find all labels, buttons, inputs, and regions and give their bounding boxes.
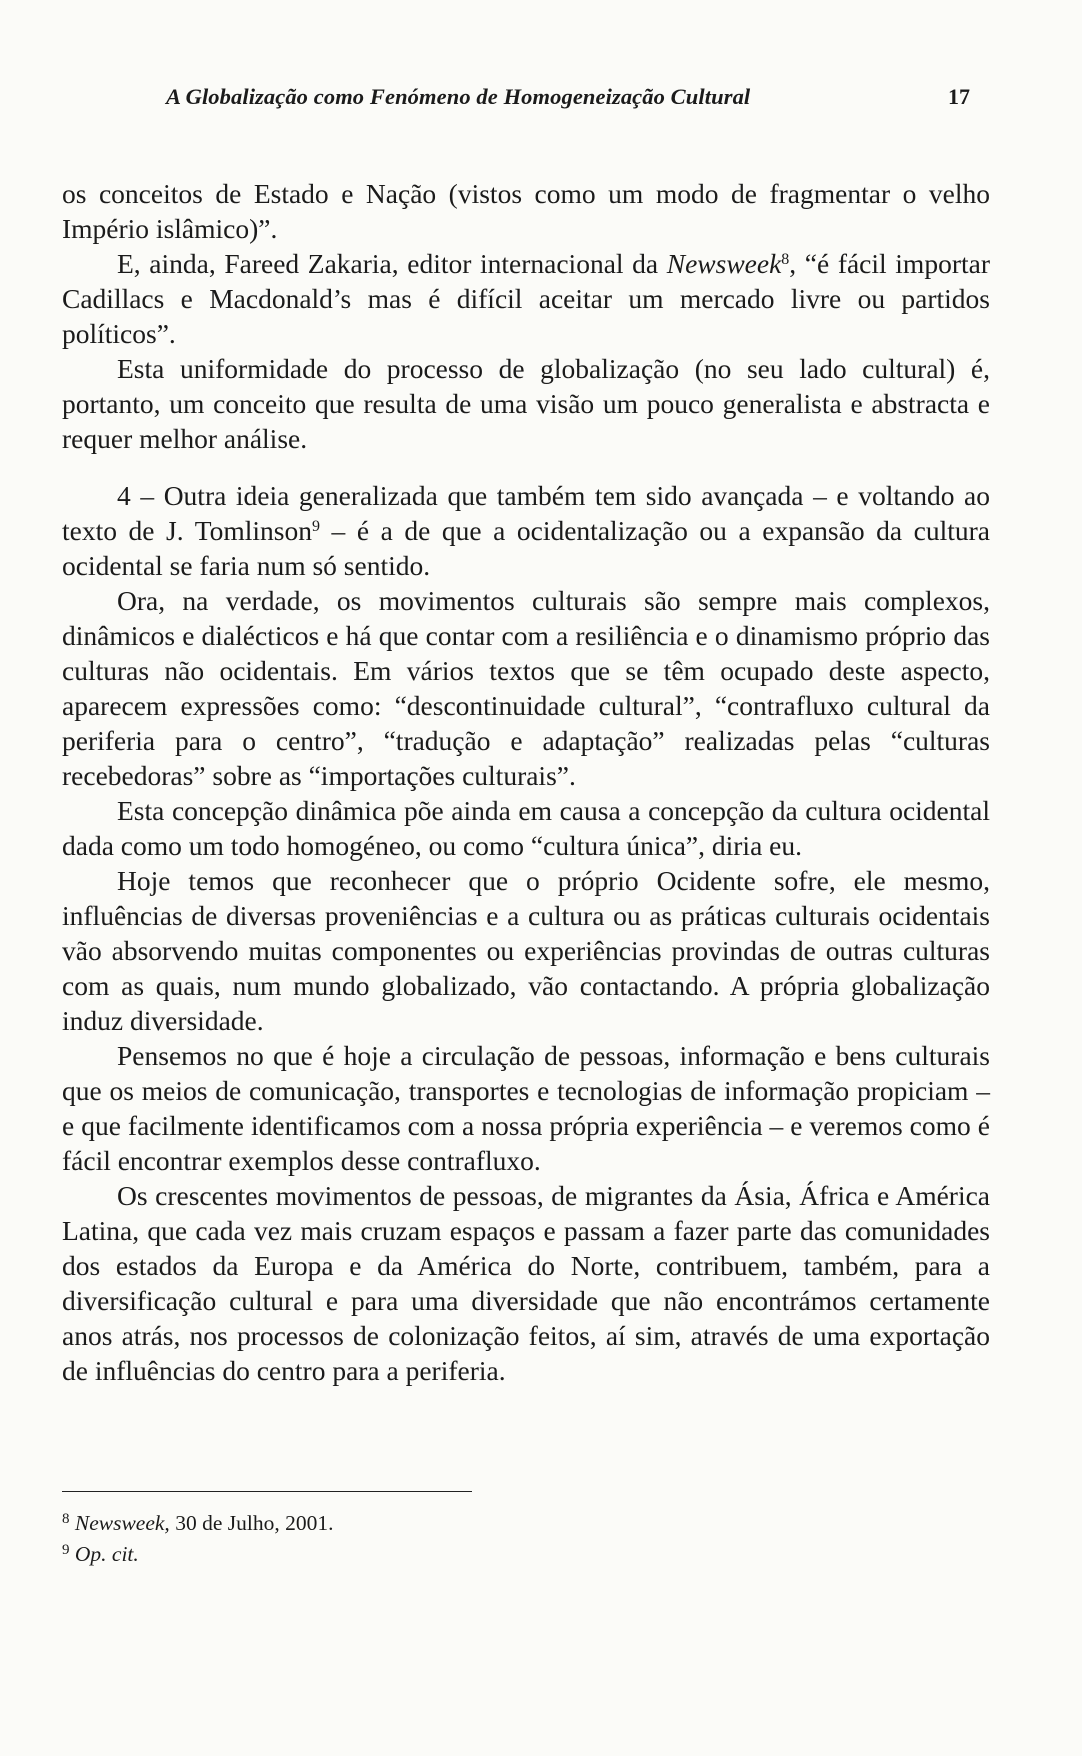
paragraph-zakaria bbox=[62, 246, 990, 351]
footnotes bbox=[62, 1508, 990, 1570]
running-title: A Globalização como Fenómeno de Homogeneização Cultural bbox=[166, 84, 751, 109]
footnote-8 bbox=[62, 1508, 990, 1539]
publication-name: Newsweek bbox=[666, 248, 782, 279]
paragraph-text: , “é fácil importar Cadillacs e Macdonald’s mas é difícil aceitar um mercado livre ou partidos políticos”. bbox=[62, 248, 990, 349]
footnote-marker: 8 bbox=[62, 1511, 70, 1527]
footnote-source: Newsweek, bbox=[74, 1511, 170, 1535]
paragraph-dynamic-conception: Esta concepção dinâmica põe ainda em causa a concepção da cultura ocidental dada como um todo homogéneo, ou como “cultura única”, diria eu. bbox=[62, 795, 990, 861]
paragraph-text: E, ainda, Fareed Zakaria, editor internacional da bbox=[117, 248, 667, 279]
footnote-9 bbox=[62, 1539, 990, 1570]
paragraph-continuation: os conceitos de Estado e Nação (vistos como um modo de fragmentar o velho Império islâmico)”. bbox=[62, 178, 990, 244]
footnote-source: Op. cit. bbox=[74, 1542, 139, 1566]
paragraph-migration: Os crescentes movimentos de pessoas, de migrantes da Ásia, África e América Latina, que cada vez mais cruzam espaços e passam a fazer parte das comunidades dos estados da Europa e da América do Norte, contribuem, também, para a diversificação cultural e para uma diversidade que não encontrámos certamente anos atrás, nos processos de colonização feitos, aí sim, através de uma exportação de influências do centro para a periferia. bbox=[62, 1180, 990, 1386]
page-number: 17 bbox=[948, 84, 970, 109]
footnote-reference: 9 bbox=[311, 518, 320, 535]
paragraph-point-4 bbox=[62, 478, 990, 583]
paragraph-circulation: Pensemos no que é hoje a circulação de pessoas, informação e bens culturais que os meios de comunicação, transportes e tecnologias de informação propiciam – e que facilmente identificamos com a nossa própria experiência – e veremos como é fácil encontrar exemplos desse contrafluxo. bbox=[62, 1040, 990, 1176]
footnote-marker: 9 bbox=[62, 1542, 70, 1558]
body-text bbox=[62, 176, 990, 1388]
paragraph-cultural-movements: Ora, na verdade, os movimentos culturais são sempre mais complexos, dinâmicos e dialécticos e há que contar com a resiliência e o dinamismo próprio das culturas não ocidentais. Em vários textos que se têm ocupado deste aspecto, aparecem expressões como: “descontinuidade cultural”, “contrafluxo cultural da periferia para o centro”, “tradução e adaptação” realizadas pelas “culturas recebedoras” sobre as “importações culturais”. bbox=[62, 585, 990, 791]
paragraph-uniformity: Esta uniformidade do processo de globalização (no seu lado cultural) é, portanto, um conceito que resulta de uma visão um pouco generalista e abstracta e requer melhor análise. bbox=[62, 353, 990, 454]
footnote-text: 30 de Julho, 2001. bbox=[169, 1511, 334, 1535]
paragraph-west-influences: Hoje temos que reconhecer que o próprio Ocidente sofre, ele mesmo, influências de diversas proveniências e a cultura ou as práticas culturais ocidentais vão absorvendo muitas componentes ou experiências provindas de outras culturas com as quais, num mundo globalizado, vão contactando. A própria globalização induz diversidade. bbox=[62, 865, 990, 1036]
book-page bbox=[62, 0, 990, 1756]
footnote-reference: 8 bbox=[781, 251, 790, 268]
footnote-divider bbox=[62, 1491, 472, 1492]
running-header bbox=[62, 84, 990, 118]
paragraph-text: – é a de que a ocidentalização ou a expansão da cultura ocidental se faria num só sentido. bbox=[62, 515, 990, 581]
paragraph-text: 4 – Outra ideia generalizada que também tem sido avançada – e voltando ao texto de J. Tomlinson bbox=[62, 480, 990, 546]
